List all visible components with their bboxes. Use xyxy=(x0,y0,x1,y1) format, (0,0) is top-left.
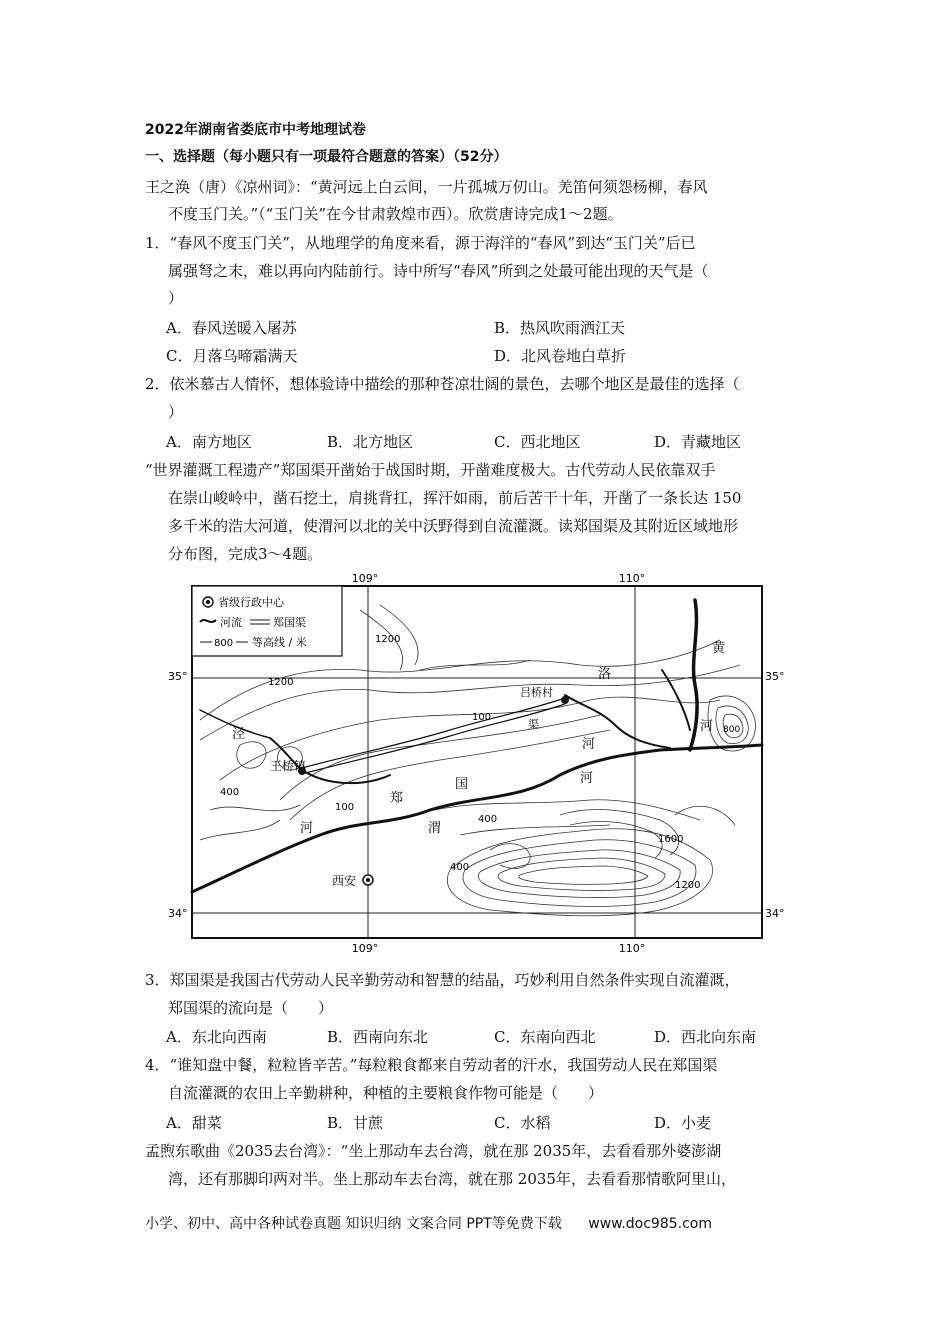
question-2-line: 2．依米慕古人情怀，想体验诗中描绘的那种苍凉壮阔的景色，去哪个地区是最佳的选择（ xyxy=(145,375,740,393)
intro-line: 在崇山峻岭中，凿石挖土，肩挑背扛，挥汗如雨，前后苦干十年，开凿了一条长达 150 xyxy=(168,489,742,507)
intro-line: 多千米的浩大河道，使渭河以北的关中沃野得到自流灌溉。读郑国渠及其附近区域地形 xyxy=(168,517,739,535)
lat-label-35-right: 35° xyxy=(765,670,785,683)
lon-label-109-bottom: 109° xyxy=(351,942,379,955)
question-1-line: 1．“春风不度玉门关”，从地理学的角度来看，源于海洋的“春风”到达“玉门关”后已 xyxy=(145,234,696,252)
legend-canal-label: 郑国渠 xyxy=(273,616,306,629)
map-char-he-1: 河 xyxy=(580,771,594,786)
map-char-huang: 黄 xyxy=(712,641,726,656)
q2-option-a: A．南方地区 xyxy=(166,433,252,451)
contour-label: 100 xyxy=(335,802,355,813)
map-char-he-2: 河 xyxy=(582,737,596,752)
question-1-line: ） xyxy=(168,289,184,307)
question-3-line: 郑国渠的流向是（ ） xyxy=(168,999,334,1017)
lat-label-34-right: 34° xyxy=(765,907,785,920)
q3-option-b: B．西南向东北 xyxy=(327,1028,429,1046)
map-char-guo: 国 xyxy=(455,777,469,792)
map-char-wei: 渭 xyxy=(428,821,442,836)
footer-text: 小学、初中、高中各种试卷真题 知识归纳 文案合同 PPT等免费下载 xyxy=(145,1216,562,1232)
map-char-jing: 泾 xyxy=(232,727,246,742)
contour-label: 400 xyxy=(450,862,470,873)
q3-option-c: C．东南向西北 xyxy=(494,1028,596,1046)
intro-line: 湾，还有那脚印两对半。坐上那动车去台湾，就在那 2035年，去看看那情歌阿里山， xyxy=(168,1170,736,1188)
legend-river-label: 河流 xyxy=(220,616,242,629)
xian-label: 西安 xyxy=(332,874,357,888)
question-2-line: ） xyxy=(168,403,184,421)
legend-capital-label: 省级行政中心 xyxy=(218,596,284,609)
question-4-line: 4．“谁知盘中餐，粒粒皆辛苦。”每粒粮食都来自劳动者的汗水，我国劳动人民在郑国渠 xyxy=(145,1056,718,1074)
contour-label: 1200 xyxy=(675,880,701,891)
map-char-luo: 洛 xyxy=(598,667,612,682)
wangqiao-label: 王桥镇 xyxy=(270,759,307,773)
q2-option-c: C．西北地区 xyxy=(494,433,581,451)
contour-label: 100 xyxy=(472,712,492,723)
intro-line: “世界灌溉工程遗产”郑国渠开凿始于战国时期，开凿难度极大。古代劳动人民依靠双手 xyxy=(145,461,716,479)
lon-label-109-top: 109° xyxy=(351,572,379,585)
map-char-zheng: 郑 xyxy=(390,791,404,806)
contour-label: 1200 xyxy=(375,634,401,645)
q4-option-d: D．小麦 xyxy=(654,1114,712,1132)
legend-contour-value: 800 xyxy=(214,638,234,649)
lat-label-35-left: 35° xyxy=(168,670,188,683)
zhengguo-canal-map xyxy=(160,570,785,960)
intro-line: 孟煦东歌曲《2035去台湾》：“坐上那动车去台湾，就在那 2035年，去看看那外婆澎湖 xyxy=(145,1142,722,1160)
contour-label: 1600 xyxy=(658,834,684,845)
lvqiao-village-marker xyxy=(561,696,569,704)
contour-label: 800 xyxy=(723,725,741,735)
q4-option-a: A．甜菜 xyxy=(166,1114,222,1132)
lon-label-110-bottom: 110° xyxy=(618,942,646,955)
lat-label-34-left: 34° xyxy=(168,907,188,920)
exam-title: 2022年湖南省娄底市中考地理试卷 xyxy=(145,122,366,138)
q3-option-d: D．西北向东南 xyxy=(654,1028,757,1046)
intro-line: 不度玉门关。”（“玉门关”在今甘肃敦煌市西）。欣赏唐诗完成1～2题。 xyxy=(168,205,623,223)
q1-option-c: C．月落乌啼霜满天 xyxy=(166,347,298,365)
question-4-line: 自流灌溉的农田上辛勤耕种，种植的主要粮食作物可能是（ ） xyxy=(168,1084,604,1102)
contour-label: 400 xyxy=(220,787,240,798)
q1-option-b: B．热风吹雨洒江天 xyxy=(494,319,626,337)
contour-label: 400 xyxy=(478,814,498,825)
map-legend xyxy=(192,586,342,656)
intro-line: 分布图，完成3～4题。 xyxy=(168,545,323,563)
footer-url-link[interactable]: www.doc985.com xyxy=(588,1216,712,1232)
contour-label: 1200 xyxy=(268,677,294,688)
legend-contour-label: 等高线 / 米 xyxy=(252,636,307,649)
q4-option-c: C．水稻 xyxy=(494,1114,551,1132)
map-char-he-west: 河 xyxy=(300,821,314,836)
map-char-qu: 渠 xyxy=(528,718,539,731)
q1-option-d: D．北风卷地白草折 xyxy=(494,347,627,365)
intro-line: 王之涣（唐）《凉州词》：“黄河远上白云间，一片孤城万仞山。羌笛何须怨杨柳，春风 xyxy=(145,178,708,196)
q1-option-a: A．春风送暖入屠苏 xyxy=(166,319,297,337)
question-1-line: 属强弩之末，难以再向内陆前行。诗中所写“春风”所到之处最可能出现的天气是（ xyxy=(168,262,709,280)
q2-option-d: D．青藏地区 xyxy=(654,433,742,451)
section-heading: 一、选择题（每小题只有一项最符合题意的答案）（52分） xyxy=(145,149,508,165)
map-char-he-3: 河 xyxy=(700,719,714,734)
q2-option-b: B．北方地区 xyxy=(327,433,414,451)
lvqiao-label: 吕桥村 xyxy=(520,686,553,699)
lon-label-110-top: 110° xyxy=(618,572,646,585)
page-footer xyxy=(145,1213,712,1233)
q4-option-b: B．甘蔗 xyxy=(327,1114,384,1132)
q3-option-a: A．东北向西南 xyxy=(166,1028,267,1046)
question-3-line: 3．郑国渠是我国古代劳动人民辛勤劳动和智慧的结晶，巧妙利用自然条件实现自流灌溉， xyxy=(145,971,740,989)
